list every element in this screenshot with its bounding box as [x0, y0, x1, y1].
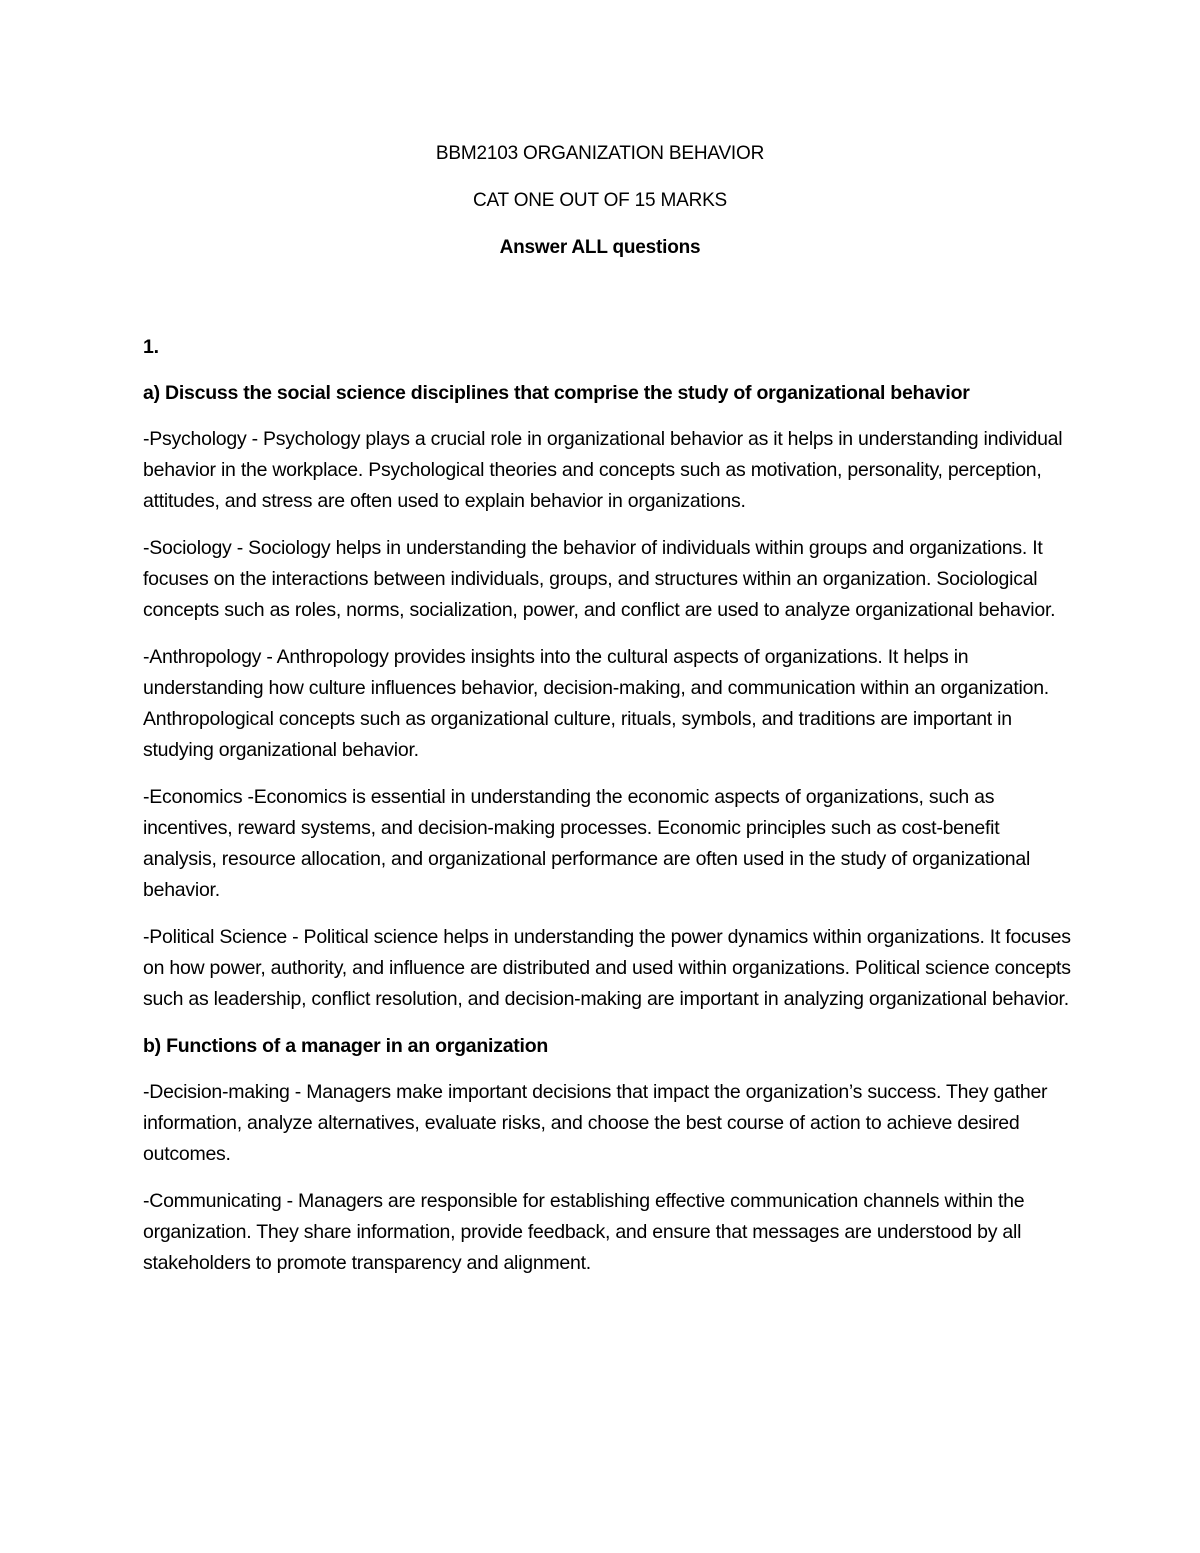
cat-title: CAT ONE OUT OF 15 MARKS [472, 190, 728, 211]
paragraph-anthropology: -Anthropology - Anthropology provides insights into the cultural aspects of organizations. It helps in understanding how culture influences behavior, decision-making, and communication within an organization. Anthropological concepts such as organizational culture, rituals, symbols, and traditions are important in studying organizational behavior. [143, 646, 1049, 761]
document-header [0, 142, 1200, 283]
paragraph-economics: -Economics -Economics is essential in understanding the economic aspects of organizations, such as incentives, reward systems, and decision-making processes. Economic principles such as cost-benefit analysis, resource allocation, and organizational performance are often used in the study of organizational behavior. [143, 786, 1031, 901]
instruction-line: Answer ALL questions [499, 237, 701, 258]
paragraph-decision-making: -Decision-making - Managers make important decisions that impact the organization’s success. They gather information, analyze alternatives, evaluate risks, and choose the best course of action to achieve desired outcomes. [143, 1081, 1048, 1165]
paragraph-communicating: -Communicating - Managers are responsible for establishing effective communication channels within the organization. They share information, provide feedback, and ensure that messages are understood by all stakeholders to promote transparency and alignment. [143, 1190, 1025, 1274]
document-body [143, 332, 1073, 1295]
paragraph-sociology: -Sociology - Sociology helps in understanding the behavior of individuals within groups and organizations. It focuses on the interactions between individuals, groups, and structures within an organization. Sociological concepts such as roles, norms, socialization, power, and conflict are used to analyze organizational behavior. [143, 537, 1056, 621]
paragraph-political-science: -Political Science - Political science helps in understanding the power dynamics within organizations. It focuses on how power, authority, and influence are distributed and used within organizations. Political science concepts such as leadership, conflict resolution, and decision-making are important in analyzing organizational behavior. [143, 926, 1071, 1010]
part-b-heading: b) Functions of a manager in an organization [143, 1035, 549, 1057]
question-number: 1. [143, 336, 159, 358]
part-a-heading: a) Discuss the social science disciplines that comprise the study of organizational behavior [143, 382, 970, 404]
course-title: BBM2103 ORGANIZATION BEHAVIOR [435, 143, 765, 164]
paragraph-psychology: -Psychology - Psychology plays a crucial role in organizational behavior as it helps in understanding individual behavior in the workplace. Psychological theories and concepts such as motivation, personality, perception, attitudes, and stress are often used to explain behavior in organizations. [143, 428, 1063, 512]
